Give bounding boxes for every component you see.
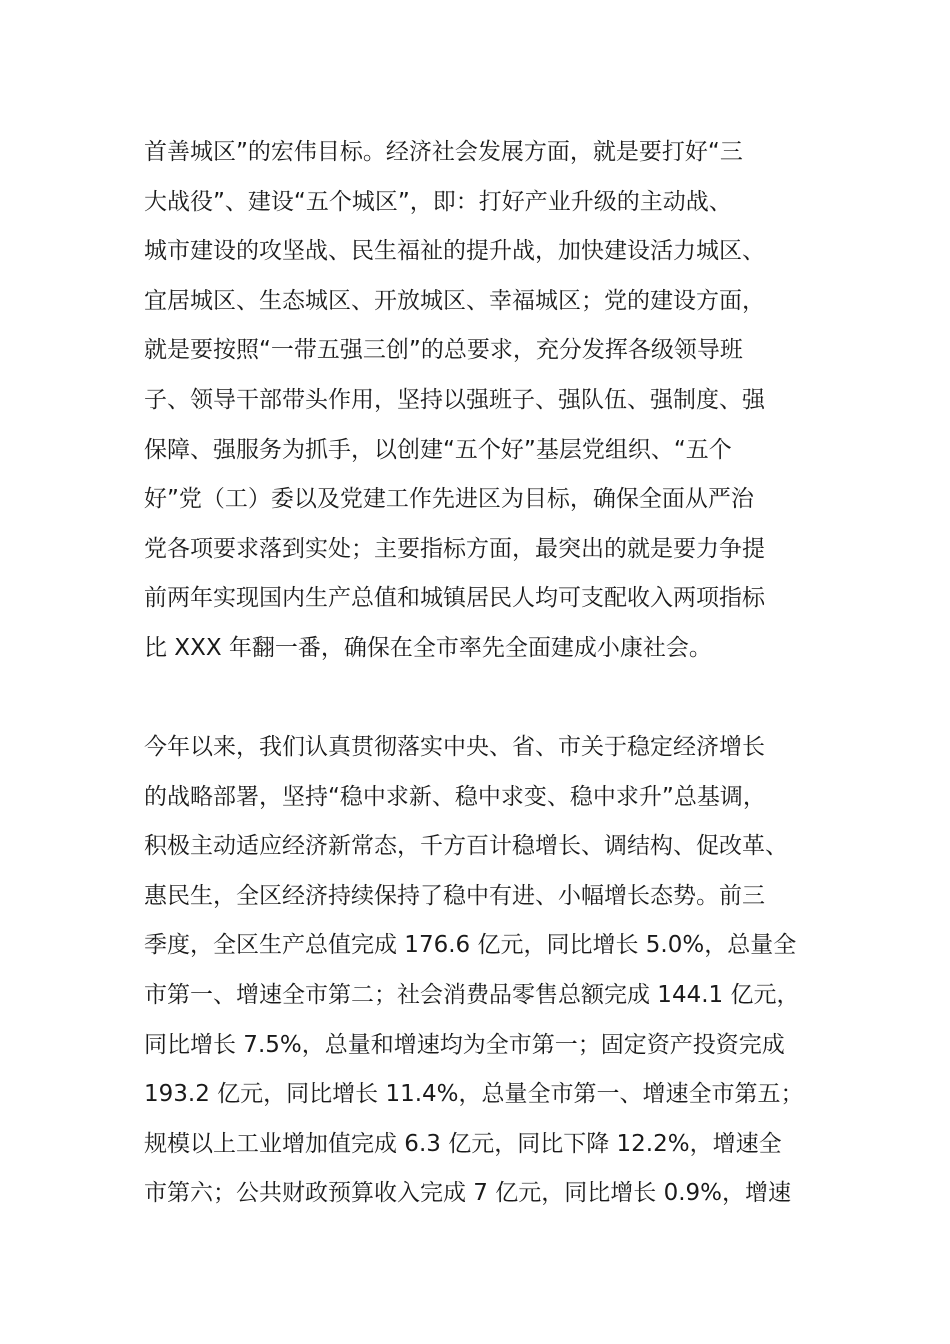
text-line: 季度，全区生产总值完成 176.6 亿元，同比增长 5.0%，总量全 <box>144 932 797 959</box>
text-line: 好”党（工）委以及党建工作先进区为目标，确保全面从严治 <box>144 486 754 513</box>
text-line: 党各项要求落到实处；主要指标方面，最突出的就是要力争提 <box>144 535 765 562</box>
text-line: 就是要按照“一带五强三创”的总要求，充分发挥各级领导班 <box>144 337 743 364</box>
paragraph-economic-performance <box>144 723 824 1219</box>
text-line: 积极主动适应经济新常态，千方百计稳增长、调结构、促改革、 <box>144 833 788 860</box>
text-line: 前两年实现国内生产总值和城镇居民人均可支配收入两项指标 <box>144 585 765 612</box>
text-line: 首善城区”的宏伟目标。经济社会发展方面，就是要打好“三 <box>144 139 743 165</box>
text-line: 的战略部署，坚持“稳中求新、稳中求变、稳中求升”总基调， <box>144 783 766 810</box>
text-line: 城市建设的攻坚战、民生福祉的提升战，加快建设活力城区、 <box>144 238 765 265</box>
text-line: 同比增长 7.5%，总量和增速均为全市第一；固定资产投资完成 <box>144 1031 785 1058</box>
text-line: 市第六；公共财政预算收入完成 7 亿元，同比增长 0.9%，增速 <box>144 1180 791 1207</box>
text-line: 今年以来，我们认真贯彻落实中央、省、市关于稳定经济增长 <box>144 734 765 760</box>
text-line: 惠民生，全区经济持续保持了稳中有进、小幅增长态势。前三 <box>144 882 765 909</box>
text-line: 子、领导干部带头作用，坚持以强班子、强队伍、强制度、强 <box>144 386 765 413</box>
text-line: 保障、强服务为抓手，以创建“五个好”基层党组织、“五个 <box>144 436 732 463</box>
text-line: 比 XXX 年翻一番，确保在全市率先全面建成小康社会。 <box>144 634 712 661</box>
text-line: 市第一、增速全市第二；社会消费品零售总额完成 144.1 亿元， <box>144 981 800 1008</box>
text-line: 大战役”、建设“五个城区”，即：打好产业升级的主动战、 <box>144 188 732 215</box>
text-line: 宜居城区、生态城区、开放城区、幸福城区；党的建设方面， <box>144 287 765 314</box>
text-line: 规模以上工业增加值完成 6.3 亿元，同比下降 12.2%，增速全 <box>144 1130 782 1157</box>
paragraph-development-goals <box>144 128 824 674</box>
text-line: 193.2 亿元，同比增长 11.4%，总量全市第一、增速全市第五； <box>144 1081 804 1108</box>
